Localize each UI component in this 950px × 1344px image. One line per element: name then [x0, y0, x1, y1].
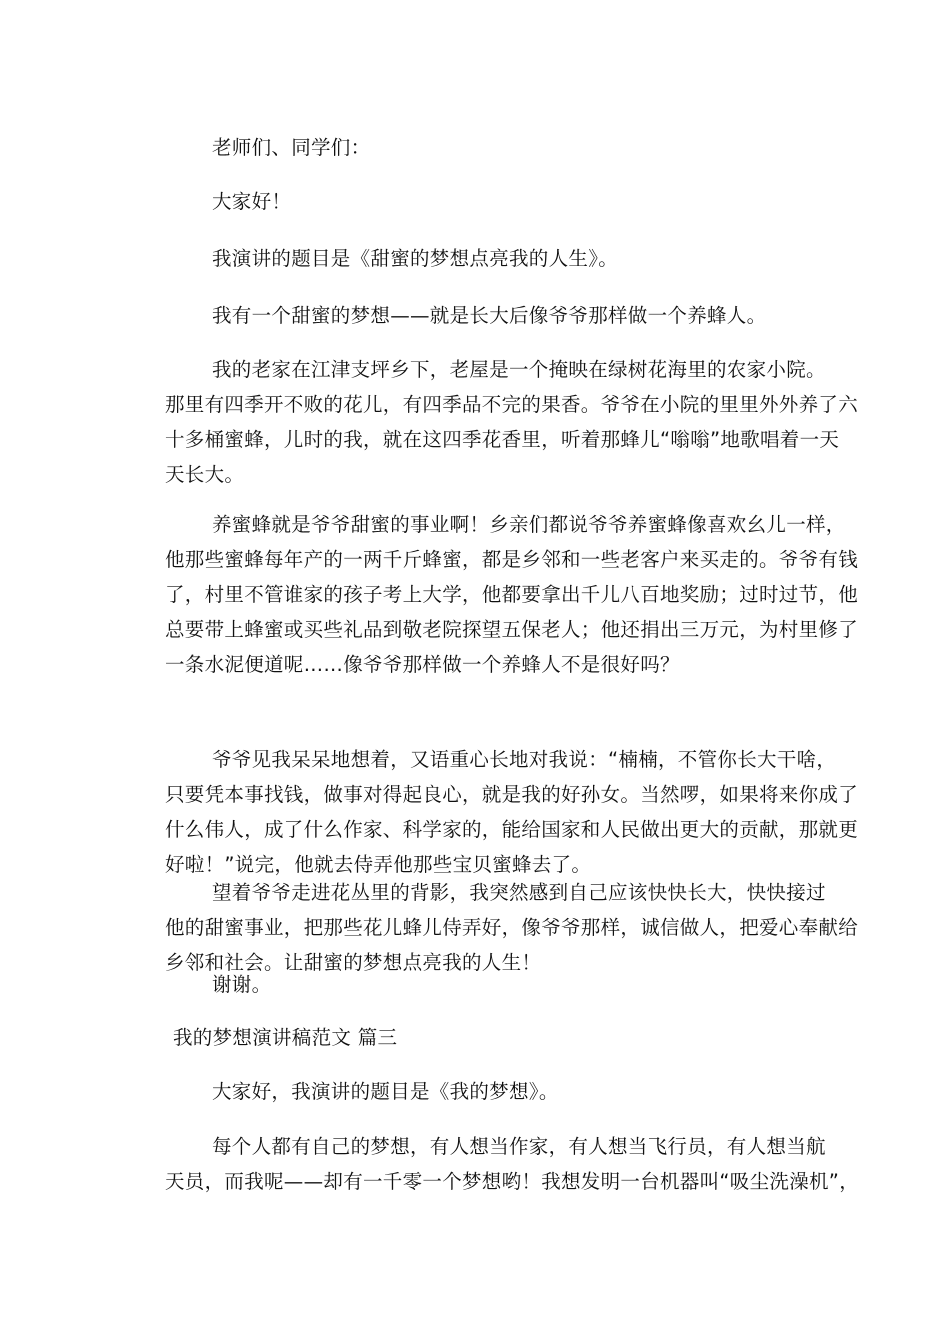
text-line: 那里有四季开不败的花儿，有四季品不完的果香。爷爷在小院的里里外外养了六	[165, 393, 859, 416]
paragraph	[165, 298, 845, 333]
closing	[165, 967, 845, 1002]
text-line: 大家好，我演讲的题目是《我的梦想》。	[212, 1080, 559, 1103]
text-line: 总要带上蜂蜜或买些礼品到敬老院探望五保老人；他还捐出三万元，为村里修了	[165, 618, 859, 641]
text-line: 了，村里不管谁家的孩子考上大学，他都要拿出千儿八百地奖励；过时过节，他	[165, 583, 859, 606]
text-line: 他的甜蜜事业，把那些花儿蜂儿侍弄好，像爷爷那样，诚信做人，把爱心奉献给	[165, 916, 859, 939]
text-line: 每个人都有自己的梦想，有人想当作家，有人想当飞行员，有人想当航	[212, 1135, 826, 1158]
paragraph	[165, 742, 859, 882]
text-line: 谢谢。	[212, 973, 272, 996]
text-line: 一条水泥便道呢……像爷爷那样做一个养蜂人不是很好吗？	[165, 653, 680, 676]
section-heading	[165, 1020, 845, 1055]
text-line: 养蜜蜂就是爷爷甜蜜的事业啊！乡亲们都说爷爷养蜜蜂像喜欢幺儿一样，	[212, 513, 846, 536]
text-line: 什么伟人，成了什么作家、科学家的，能给国家和人民做出更大的贡献，那就更	[165, 818, 859, 841]
greeting	[165, 184, 845, 219]
text-line: 他那些蜜蜂每年产的一两千斤蜂蜜，都是乡邻和一些老客户来买走的。爷爷有钱	[165, 548, 859, 571]
text-line: 天员，而我呢——却有一千零一个梦想哟！我想发明一台机器叫“吸尘洗澡机”，	[165, 1170, 860, 1193]
paragraph	[165, 352, 859, 492]
text-line: 我有一个甜蜜的梦想——就是长大后像爷爷那样做一个养蜂人。	[212, 304, 767, 327]
text-line: 老师们、同学们：	[212, 136, 371, 159]
text-line: 十多桶蜜蜂，儿时的我，就在这四季花香里，听着那蜂儿“嗡嗡”地歌唱着一天	[165, 428, 840, 451]
text-line: 我的老家在江津支坪乡下，老屋是一个掩映在绿树花海里的农家小院。	[212, 358, 826, 381]
paragraph	[165, 1074, 845, 1109]
text-line: 大家好！	[212, 190, 292, 213]
text-line: 爷爷见我呆呆地想着，又语重心长地对我说：“楠楠，不管你长大干啥，	[212, 748, 837, 771]
speech-title-paragraph	[165, 241, 845, 276]
text-line: 只要凭本事找钱，做事对得起良心，就是我的好孙女。当然啰，如果将来你成了	[165, 783, 859, 806]
text-line: 好啦！”说完，他就去侍弄他那些宝贝蜜蜂去了。	[165, 853, 592, 876]
text-line: 天长大。	[165, 463, 245, 486]
salutation	[165, 130, 845, 165]
paragraph	[165, 507, 859, 682]
text-line: 我演讲的题目是《甜蜜的梦想点亮我的人生》。	[212, 247, 619, 270]
text-line: 我的梦想演讲稿范文 篇三	[173, 1026, 398, 1049]
text-line: 乡邻和社会。让甜蜜的梦想点亮我的人生！	[165, 951, 542, 974]
paragraph	[165, 1129, 860, 1199]
text-line: 望着爷爷走进花丛里的背影，我突然感到自己应该快快长大，快快接过	[212, 881, 826, 904]
paragraph	[165, 875, 859, 980]
